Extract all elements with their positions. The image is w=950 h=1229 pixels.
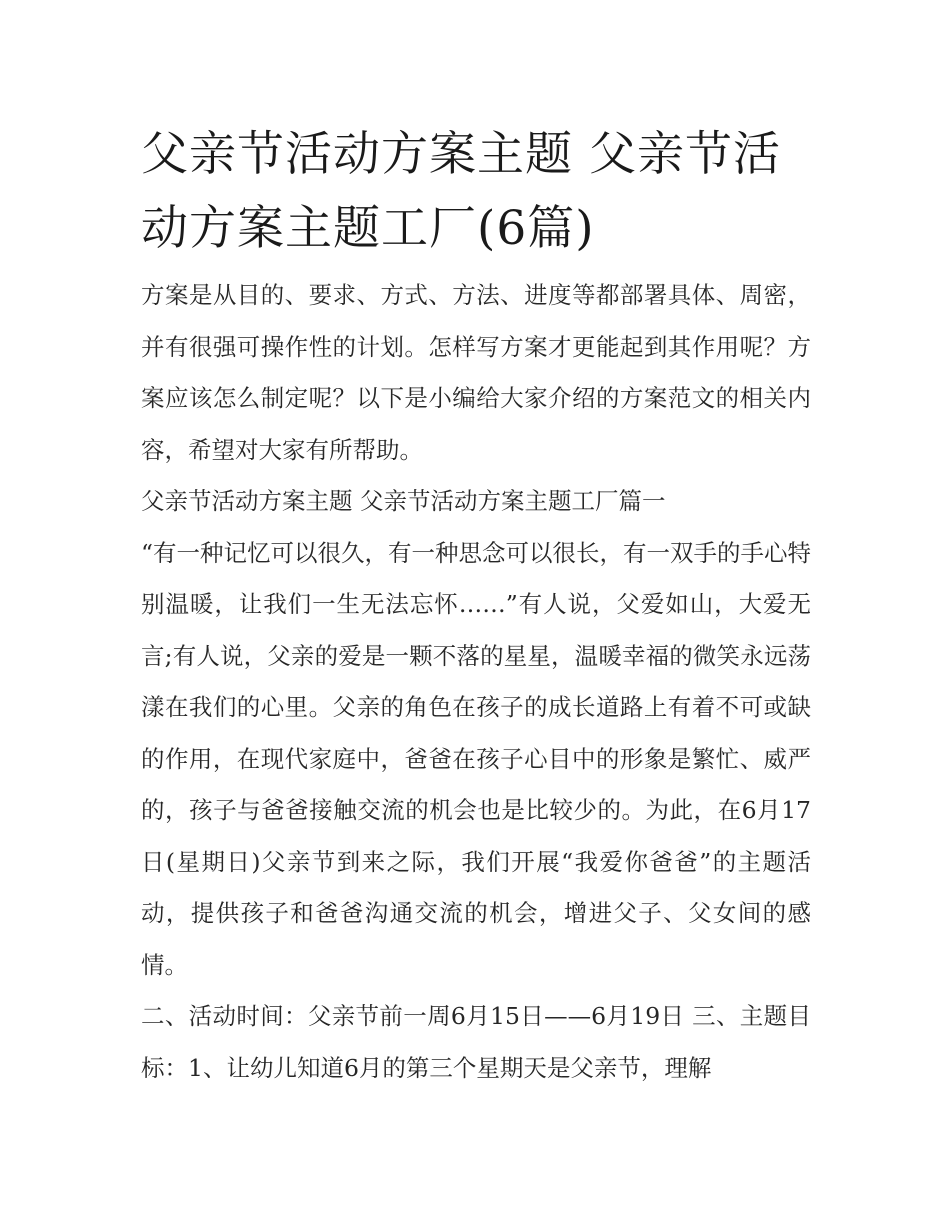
document-body	[141, 118, 811, 1094]
activity-time-paragraph: 二、活动时间：父亲节前一周6月15日——6月19日 三、主题目标：1、让幼儿知道6月的第三个星期天是父亲节，理解	[141, 1002, 811, 1082]
intro-paragraph: 方案是从目的、要求、方式、方法、进度等都部署具体、周密，并有很强可操作性的计划。怎样写方案才更能起到其作用呢？方案应该怎么制定呢？以下是小编给大家介绍的方案范文的相关内容，希望对大家有所帮助。	[141, 281, 811, 464]
section-heading: 父亲节活动方案主题 父亲节活动方案主题工厂篇一	[141, 487, 666, 515]
body-paragraph: “有一种记忆可以很久，有一种思念可以很长，有一双手的手心特别温暖，让我们一生无法忘怀……”有人说，父爱如山，大爱无言;有人说，父亲的爱是一颗不落的星星，温暖幸福的微笑永远荡漾在我们的心里。父亲的角色在孩子的成长道路上有着不可或缺的作用，在现代家庭中，爸爸在孩子心目中的形象是繁忙、威严的，孩子与爸爸接触交流的机会也是比较少的。为此，在6月17日(星期日)父亲节到来之际，我们开展“我爱你爸爸”的主题活动，提供孩子和爸爸沟通交流的机会，增进父子、父女间的感情。	[141, 538, 812, 979]
document-title: 父亲节活动方案主题 父亲节活动方案主题工厂(6篇)	[141, 127, 781, 256]
